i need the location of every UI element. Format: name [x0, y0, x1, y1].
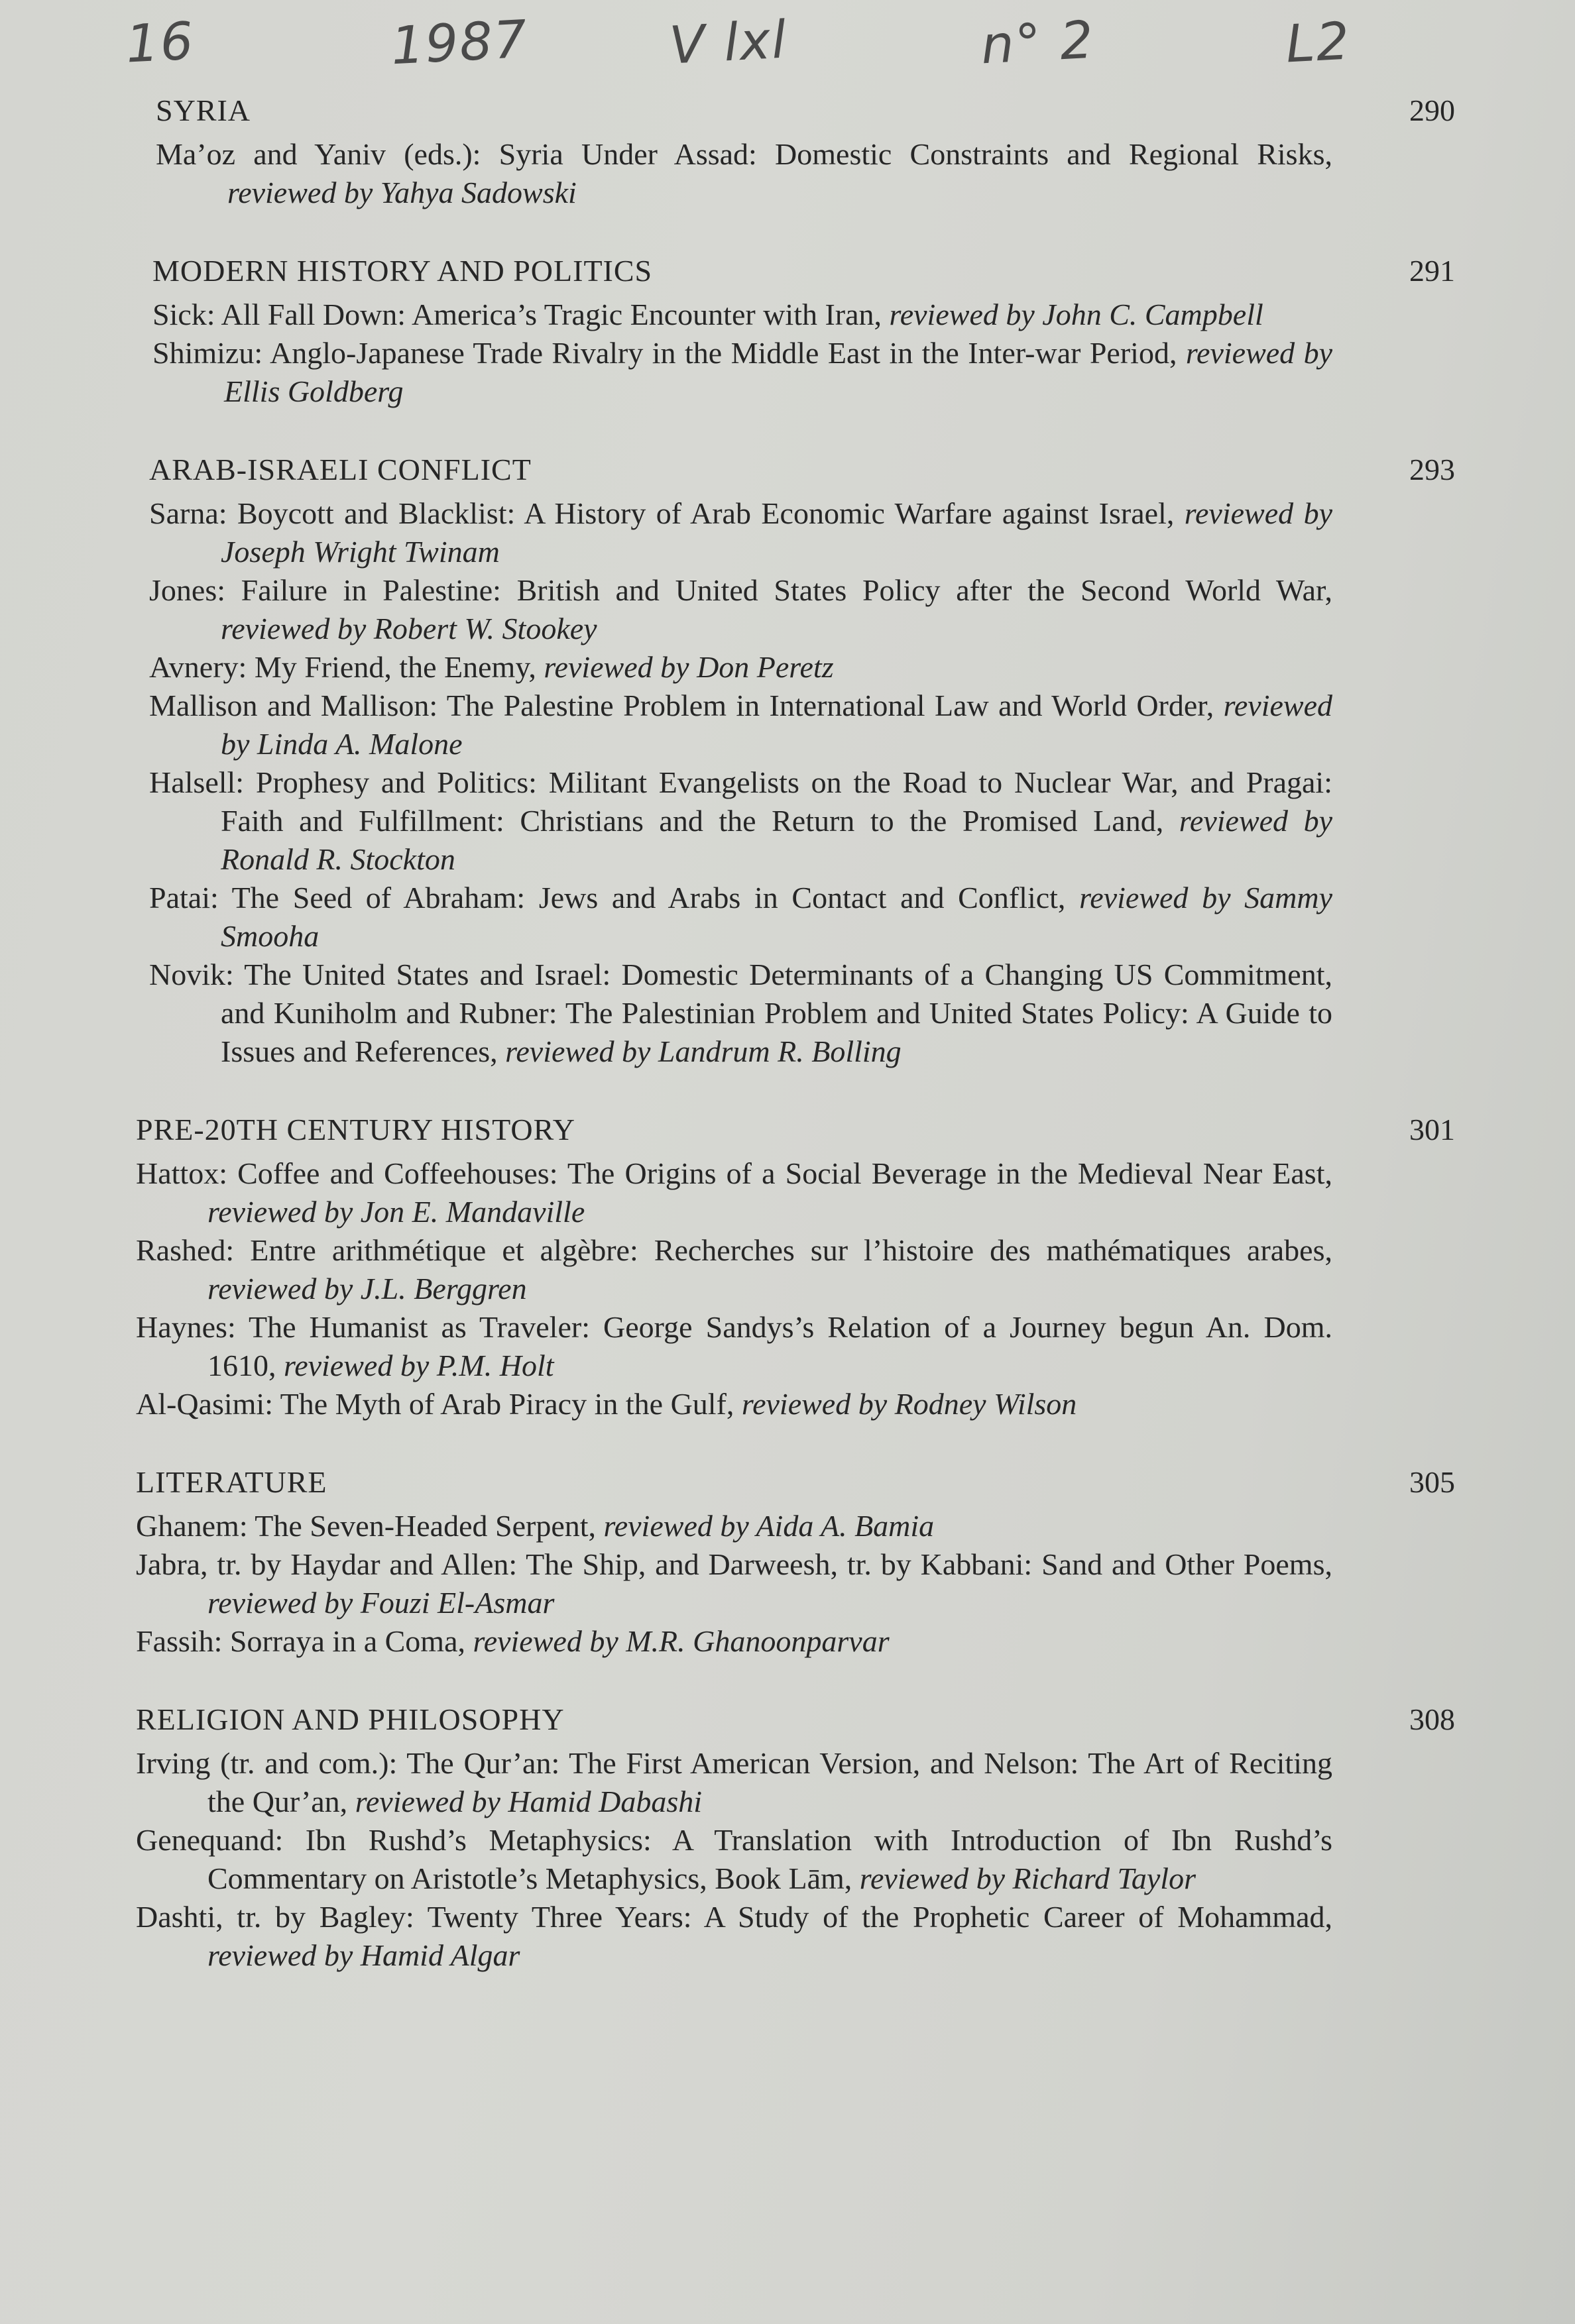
entry-title: Avnery: My Friend, the Enemy, [149, 650, 544, 684]
entry-title: Dashti, tr. by Bagley: Twenty Three Years: A Study of the Prophetic Career of Mohammad, [136, 1900, 1332, 1934]
entry-title: Rashed: Entre arithmétique et algèbre: Recherches sur l’histoire des mathématiques arabes, [136, 1233, 1332, 1267]
entry-title: Sarna: Boycott and Blacklist: A History of Arab Economic Warfare against Israel, [149, 496, 1185, 530]
handwritten-shelf-mark: L2 [1284, 11, 1352, 75]
section-page-number: 293 [1409, 453, 1455, 486]
section-page-number: 301 [1409, 1113, 1455, 1146]
entry-title: Patai: The Seed of Abraham: Jews and Arabs in Contact and Conflict, [149, 881, 1080, 914]
section-page-number: 305 [1409, 1465, 1455, 1499]
review-entry [129, 956, 1332, 1071]
entry-reviewer: reviewed by Don Peretz [544, 650, 834, 684]
review-entry [136, 135, 1332, 212]
entry-title: Haynes: The Humanist as Traveler: George Sandys’s Relation of a Journey begun An. Dom. 1610, [136, 1310, 1332, 1382]
section-title: SYRIA [156, 93, 251, 127]
review-entry [116, 1231, 1332, 1308]
entry-title: Halsell: Prophesy and Politics: Militant Evangelists on the Road to Nuclear War, and Pragai: Faith and Fulfillment: Christians and the Return to the Promised Land, [149, 765, 1332, 838]
entry-reviewer: reviewed by Sammy Smooha [221, 881, 1332, 953]
review-entry [129, 763, 1332, 879]
toc-section-religion-and-philosophy [116, 1702, 1455, 1975]
entry-title: Ma’oz and Yaniv (eds.): Syria Under Assad: Domestic Constraints and Regional Risks, [156, 137, 1332, 171]
toc-section-pre-20th-century-history [116, 1112, 1455, 1423]
review-entry [116, 1744, 1332, 1821]
entry-reviewer: reviewed by Rodney Wilson [741, 1387, 1077, 1421]
review-entry [129, 879, 1332, 956]
entry-reviewer: reviewed by Yahya Sadowski [227, 176, 577, 209]
review-entry [116, 1308, 1332, 1385]
entry-reviewer: reviewed by Ronald R. Stockton [221, 804, 1332, 876]
entry-reviewer: reviewed by M.R. Ghanoonparvar [473, 1624, 890, 1658]
section-title: LITERATURE [136, 1465, 327, 1499]
entry-reviewer: reviewed by Aida A. Bamia [603, 1509, 935, 1543]
review-entry [129, 687, 1332, 763]
review-entry [116, 1545, 1332, 1622]
entry-reviewer: reviewed by Ellis Goldberg [224, 336, 1332, 408]
entry-reviewer: reviewed by Jon E. Mandaville [207, 1195, 585, 1229]
entry-reviewer: reviewed by Linda A. Malone [221, 689, 1332, 761]
entry-reviewer: reviewed by J.L. Berggren [207, 1272, 527, 1305]
handwritten-volume-mark: V lxl [668, 10, 789, 76]
section-title: ARAB-ISRAELI CONFLICT [149, 453, 532, 486]
entry-title: Genequand: Ibn Rushd’s Metaphysics: A Translation with Introduction of Ibn Rushd’s Commentary on Aristotle’s Metaphysics, Book Lām, [136, 1823, 1332, 1895]
entry-title: Fassih: Sorraya in a Coma, [136, 1624, 473, 1658]
entry-title: Ghanem: The Seven-Headed Serpent, [136, 1509, 604, 1543]
entry-reviewer: reviewed by John C. Campbell [889, 298, 1263, 331]
review-entry [129, 571, 1332, 648]
handwritten-annotation [124, 9, 1425, 86]
entry-reviewer: reviewed by Hamid Dabashi [355, 1785, 703, 1818]
review-entry [116, 1821, 1332, 1898]
toc-section-syria [136, 93, 1455, 212]
entry-title: Shimizu: Anglo-Japanese Trade Rivalry in the Middle East in the Inter-war Period, [152, 336, 1186, 370]
handwritten-volume-number: 16 [124, 11, 196, 75]
entry-title: Al-Qasimi: The Myth of Arab Piracy in the Gulf, [136, 1387, 742, 1421]
review-entry [116, 1385, 1332, 1423]
entry-title: Irving (tr. and com.): The Qur’an: The First American Version, and Nelson: The Art of Reciting the Qur’an, [136, 1746, 1332, 1818]
review-entry [133, 334, 1332, 411]
section-page-number: 290 [1409, 93, 1455, 127]
handwritten-issue-number: n° 2 [979, 10, 1096, 76]
toc-section-arab-israeli-conflict [129, 452, 1455, 1071]
section-page-number: 308 [1409, 1702, 1455, 1736]
review-entry [133, 296, 1332, 334]
toc-section-modern-history [133, 253, 1455, 411]
section-header [136, 93, 1455, 135]
entry-reviewer: reviewed by Landrum R. Bolling [505, 1034, 902, 1068]
review-entry [116, 1507, 1332, 1545]
entry-reviewer: reviewed by Hamid Algar [207, 1938, 520, 1972]
section-title: RELIGION AND PHILOSOPHY [136, 1702, 565, 1736]
entry-reviewer: reviewed by P.M. Holt [284, 1349, 554, 1382]
review-entry [116, 1898, 1332, 1975]
entry-title: Jabra, tr. by Haydar and Allen: The Ship, and Darweesh, tr. by Kabbani: Sand and Other Poems, [136, 1547, 1332, 1581]
toc-section-literature [116, 1465, 1455, 1661]
entry-reviewer: reviewed by Robert W. Stookey [221, 612, 597, 645]
section-header [129, 452, 1455, 494]
entry-reviewer: reviewed by Fouzi El-Asmar [207, 1586, 555, 1620]
handwritten-year: 1987 [389, 9, 530, 77]
entry-reviewer: reviewed by Joseph Wright Twinam [221, 496, 1332, 569]
review-entry [116, 1154, 1332, 1231]
section-header [133, 253, 1455, 296]
entry-title: Sick: All Fall Down: America’s Tragic Encounter with Iran, [152, 298, 890, 331]
section-title: PRE-20TH CENTURY HISTORY [136, 1113, 575, 1146]
review-entry [116, 1622, 1332, 1661]
section-title: MODERN HISTORY AND POLITICS [152, 254, 653, 288]
entry-title: Mallison and Mallison: The Palestine Problem in International Law and World Order, [149, 689, 1224, 722]
entry-reviewer: reviewed by Richard Taylor [859, 1861, 1196, 1895]
review-entry [129, 494, 1332, 571]
review-entry [129, 648, 1332, 687]
entry-title: Jones: Failure in Palestine: British and United States Policy after the Second World War, [149, 573, 1332, 607]
section-header [116, 1465, 1455, 1507]
section-header [116, 1702, 1455, 1744]
section-header [116, 1112, 1455, 1154]
entry-title: Hattox: Coffee and Coffeehouses: The Origins of a Social Beverage in the Medieval Near East, [136, 1156, 1332, 1190]
table-of-contents [116, 93, 1455, 2016]
section-page-number: 291 [1409, 254, 1455, 288]
entry-title: Novik: The United States and Israel: Domestic Determinants of a Changing US Commitment, and Kuniholm and Rubner: The Palestinian Problem and United States Policy: A Guide to Issues and References, [149, 958, 1332, 1068]
